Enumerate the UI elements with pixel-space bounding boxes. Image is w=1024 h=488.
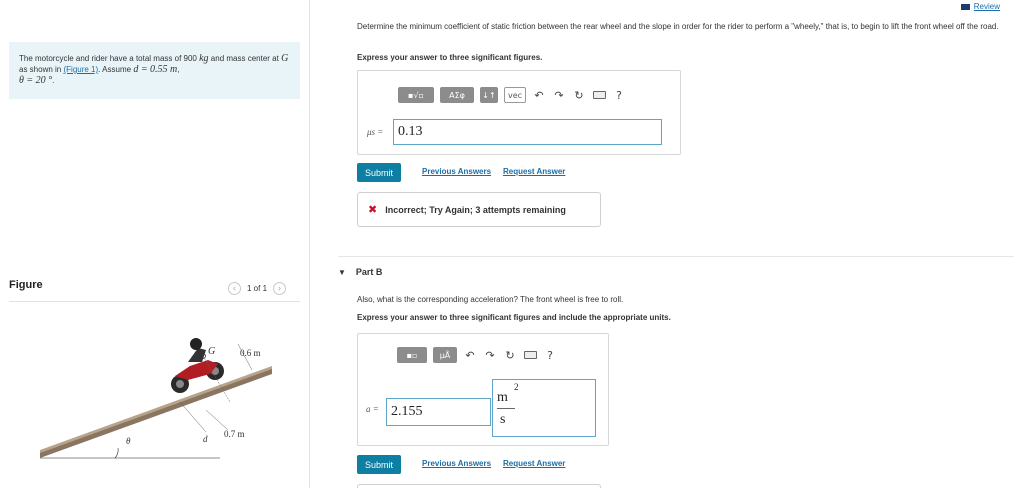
arrows-button[interactable]: ↓↑ — [480, 87, 498, 103]
part-b-title: Part B — [355, 267, 383, 277]
figure-pager — [228, 282, 286, 295]
fraction-bar — [497, 408, 515, 409]
collapse-triangle-icon[interactable]: ▼ — [338, 267, 346, 277]
theta-value: θ = 20 ° — [19, 75, 53, 86]
problem-text-4: . Assume — [98, 65, 132, 74]
incorrect-icon: ✖ — [368, 204, 378, 216]
part-b-instruction: Express your answer to three significant figures and include the appropriate units. — [357, 313, 671, 322]
dim-label-0-7: 0.7 m — [224, 429, 245, 439]
undo-icon[interactable]: ↶ — [534, 88, 544, 102]
redo-icon-b[interactable]: ↷ — [485, 348, 495, 362]
acceleration-value-input[interactable]: 2.155 — [386, 398, 491, 426]
problem-text-2: and mass center at — [210, 54, 279, 63]
part-a-toolbar — [398, 87, 626, 103]
part-b-feedback-edge — [357, 484, 601, 488]
part-b-previous-answers-link[interactable]: Previous Answers — [422, 459, 492, 468]
problem-text-3: as shown in — [19, 65, 62, 74]
templates-button[interactable]: ▪√▫ — [398, 87, 434, 103]
g-label: G — [208, 346, 216, 357]
part-a-previous-answers-link[interactable]: Previous Answers — [422, 167, 492, 176]
unit-numerator: m — [497, 390, 508, 405]
unit-exponent: 2 — [514, 382, 519, 392]
next-figure-button[interactable]: › — [273, 282, 286, 295]
undo-icon-b[interactable]: ↶ — [465, 348, 475, 362]
reset-icon-b[interactable]: ↻ — [505, 348, 515, 362]
figure-link[interactable]: (Figure 1) — [63, 65, 99, 74]
dim-label-0-6: 0.6 m — [240, 348, 261, 358]
problem-pane — [0, 0, 310, 488]
review-label: Review — [973, 2, 1000, 11]
part-a-question: Determine the minimum coefficient of static friction between the rear wheel and the slope in order for the rider to perform a "wheely," that is, to begin to lift the front wheel off the road. — [357, 22, 999, 31]
keyboard-icon-b[interactable] — [523, 347, 537, 363]
help-icon-b[interactable]: ? — [547, 348, 553, 362]
part-a-request-answer-link[interactable]: Request Answer — [503, 167, 566, 176]
part-a-instruction: Express your answer to three significant figures. — [357, 53, 543, 62]
prev-figure-button[interactable]: ‹ — [228, 282, 241, 295]
problem-statement: The motorcycle and rider have a total mass of 900 kg and mass center at G as shown in (Figure 1). Assume d = 0.55 m, θ = 20 °. — [9, 42, 300, 99]
figure-title: Figure — [9, 279, 43, 291]
feedback-text: Incorrect; Try Again; 3 attempts remaining — [385, 204, 566, 215]
part-b-question: Also, what is the corresponding acceleration? The front wheel is free to roll. — [357, 295, 624, 304]
review-icon — [961, 4, 970, 10]
templates-button-b[interactable]: ▪▫ — [397, 347, 427, 363]
part-b-submit-button[interactable]: Submit — [357, 455, 401, 474]
part-a-submit-button[interactable]: Submit — [357, 163, 401, 182]
review-link[interactable] — [961, 2, 1000, 11]
a-label: a = — [366, 404, 379, 414]
units-button[interactable]: μÅ — [433, 347, 457, 363]
d-label: d — [203, 434, 208, 444]
redo-icon[interactable]: ↷ — [554, 88, 564, 102]
reset-icon[interactable]: ↻ — [574, 88, 584, 102]
acceleration-unit-input[interactable] — [492, 379, 596, 437]
problem-text-1: The motorcycle and rider have a total mass of 900 — [19, 54, 197, 63]
g-symbol: G — [281, 53, 289, 64]
mass-unit: kg — [199, 53, 209, 64]
keyboard-icon[interactable] — [592, 87, 606, 103]
unit-denominator: s — [500, 412, 506, 427]
part-b-toolbar — [397, 347, 557, 363]
d-value: d = 0.55 m — [133, 64, 178, 75]
mu-s-input[interactable]: 0.13 — [393, 119, 662, 145]
theta-label: θ — [126, 436, 131, 446]
part-b-request-answer-link[interactable]: Request Answer — [503, 459, 566, 468]
part-a-feedback — [357, 192, 601, 227]
part-b-header[interactable] — [338, 256, 1014, 287]
motorcycle-icon — [171, 338, 224, 393]
motorcycle-figure — [40, 330, 280, 465]
greek-button[interactable]: ΑΣφ — [440, 87, 474, 103]
divider — [9, 301, 300, 302]
pager-label: 1 of 1 — [247, 284, 268, 293]
vec-button[interactable]: vec — [504, 87, 526, 103]
help-icon[interactable]: ? — [616, 88, 622, 102]
period: . — [52, 76, 55, 85]
mu-s-label: μs = — [367, 127, 384, 137]
